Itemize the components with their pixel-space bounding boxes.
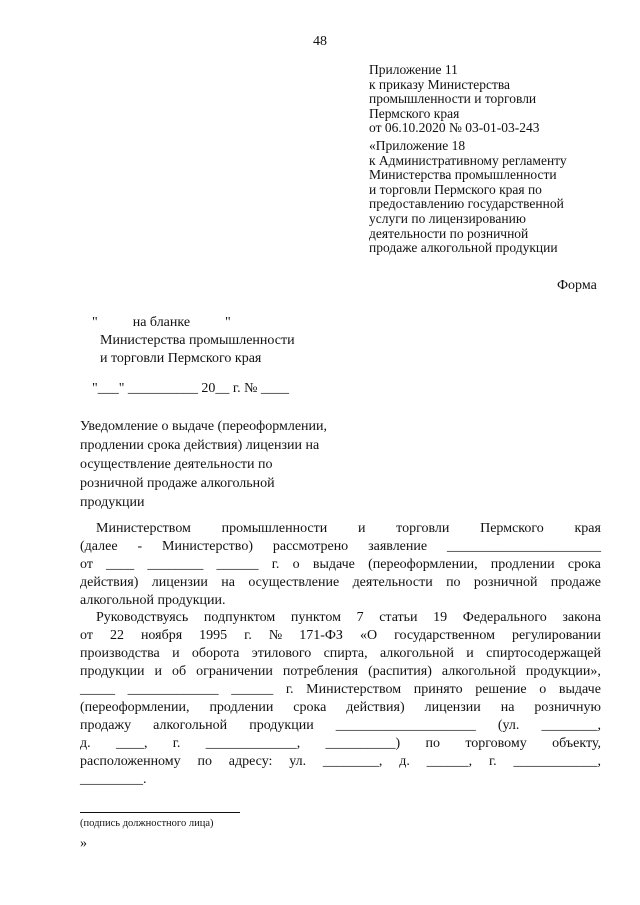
word: Руководствуясь [96,610,189,625]
word: принято [413,682,463,697]
word: лицензии [424,700,481,715]
word: продаже [550,575,601,590]
paragraph-line [80,574,601,592]
title-line: продукции [80,495,145,510]
paragraph-line [80,538,601,556]
word: ________, [541,718,601,733]
word: потребления [282,664,359,679]
word: и [154,664,163,679]
word: действия) [346,700,405,715]
word: и [357,521,366,536]
word: 19 [433,610,448,625]
appendix-18-line: и торговли Пермского края по [369,181,542,197]
appendix-18-line: продаже алкогольной продукции [369,240,558,256]
word: и [466,646,474,661]
word: от [80,557,93,572]
title-line: Уведомление о выдаче (переоформлении, [80,419,328,434]
date-number-line: "___" __________ 20__ г. № ____ [92,381,289,396]
title-line: розничной продаже алкогольной [80,476,275,491]
word: д. [80,736,91,751]
word: ______ [216,557,259,572]
word: продукции», [525,664,601,679]
document-title [80,417,327,512]
paragraph-line [80,753,601,771]
word: __________) [325,736,401,751]
word: ____ [106,557,135,572]
word: алкогольной продукции. [80,593,226,608]
word: Министерство) [162,539,253,554]
word: продукции [80,664,145,679]
word: деятельности [352,575,433,590]
word: продукции [249,718,314,733]
appendix-11-block [369,63,539,136]
word: об [172,664,187,679]
word: _____________, [205,736,301,751]
word: от [80,628,93,643]
word: г. [271,557,280,572]
word: _____________ [127,682,219,697]
closing-quote: » [80,836,87,851]
word: продлении [490,557,555,572]
paragraph-line [80,717,601,735]
word: спирта, [323,646,368,661]
paragraph-line [80,592,601,610]
signature-line [80,812,240,813]
word: заявление [368,539,428,554]
word: края [574,521,601,536]
word: промышленности [221,521,328,536]
page-number: 48 [313,34,327,49]
paragraph-line [80,771,601,789]
paragraph-line [80,735,601,753]
word: 7 [356,610,364,625]
appendix-18-line: Министерства промышленности [369,167,557,183]
appendix-18-block [369,139,567,256]
word: _____ [80,682,115,697]
word: этилового [251,646,312,661]
word: 171-ФЗ [299,628,343,643]
letterhead-placeholder: " на бланке " [92,315,231,330]
paragraph-line [80,609,601,627]
paragraph-line [80,681,601,699]
paragraph-decision [80,609,601,789]
word: розничной [473,575,538,590]
word: пунктом [290,610,341,625]
word: о [539,682,547,697]
paragraph-line [80,556,601,574]
paragraph-line [80,663,601,681]
word: закона [562,610,601,625]
word: ограничении [196,664,273,679]
word: действия) [80,575,139,590]
paragraph-line [80,699,601,717]
appendix-11-line: от 06.10.2020 № 03-01-03-243 [369,120,540,136]
word: Министерством [96,521,191,536]
word: ____, [115,736,148,751]
word: 1995 [199,628,228,643]
word: 22 [109,628,124,643]
word: оборота [191,646,240,661]
appendix-11-line: промышленности и торговли [369,91,537,107]
word: о [292,557,300,572]
word: ________, [322,754,383,769]
paragraph-line [80,645,601,663]
word: алкогольной [153,718,228,733]
word: на [221,575,235,590]
word: «О [359,628,378,643]
word: по [446,575,461,590]
word: выдаче [312,557,355,572]
word: спиртосодержащей [486,646,601,661]
word: алкогольной [441,664,516,679]
word: (переоформлении, [80,700,190,715]
word: (далее [80,539,118,554]
ministry-name-line: Министерства промышленности [100,333,295,348]
appendix-18-line: деятельности по розничной [369,225,529,241]
appendix-18-line: «Приложение 18 [369,138,466,153]
form-label: Форма [557,278,597,293]
paragraph-review [80,520,601,610]
paragraph-line [80,520,601,538]
word: расположенному [80,754,181,769]
word: продлении [209,700,274,715]
word: г. [488,754,497,769]
word: ________ [147,557,204,572]
signature-label: (подпись должностного лица) [80,818,214,829]
word: _________. [80,772,147,787]
word: рассмотрено [272,539,349,554]
word: ______________________ [446,539,601,554]
appendix-18-line: к Административному регламенту [369,152,567,168]
paragraph-line [80,627,601,645]
word: ул. [289,754,307,769]
word: (переоформлении, [368,557,478,572]
appendix-11-line: Приложение 11 [369,62,458,77]
word: Министерством [306,682,402,697]
word: государственном [394,628,495,643]
word: розничную [534,700,601,715]
word: выдаче [558,682,601,697]
word: и [172,646,180,661]
word: регулировании [511,628,601,643]
word: Пермского [480,521,544,536]
word: ____________________ [335,718,476,733]
word: (распития) [368,664,432,679]
word: по [197,754,212,769]
word: производства [80,646,160,661]
word: лицензии [151,575,208,590]
word: - [137,539,143,554]
word: на [500,700,515,715]
word: г. [172,736,181,751]
ministry-name-line: и торговли Пермского края [100,351,262,366]
word: срока [293,700,327,715]
word: ______, [426,754,473,769]
word: № [268,628,283,643]
word: подпунктом [203,610,276,625]
word: торговли [396,521,450,536]
appendix-18-line: предоставлению государственной [369,196,564,212]
word: продажу [80,718,132,733]
title-line: осуществление деятельности по [80,457,273,472]
appendix-11-line: к приказу Министерства [369,76,511,92]
word: по [425,736,441,751]
word: торговому [465,736,527,751]
word: адресу: [228,754,273,769]
word: алкогольной [379,646,454,661]
word: ____________, [513,754,601,769]
word: ноября [140,628,183,643]
appendix-11-line: Пермского края [369,105,460,121]
word: решение [475,682,527,697]
appendix-18-line: услуги по лицензированию [369,210,526,226]
word: (ул. [497,718,520,733]
word: г. [285,682,294,697]
word: ______ [231,682,274,697]
word: г. [244,628,252,643]
word: объекту, [552,736,601,751]
word: д. [399,754,410,769]
word: статьи [379,610,418,625]
word: осуществление [248,575,340,590]
word: срока [567,557,601,572]
title-line: продлении срока действия) лицензии на [80,438,320,453]
word: Федерального [462,610,547,625]
